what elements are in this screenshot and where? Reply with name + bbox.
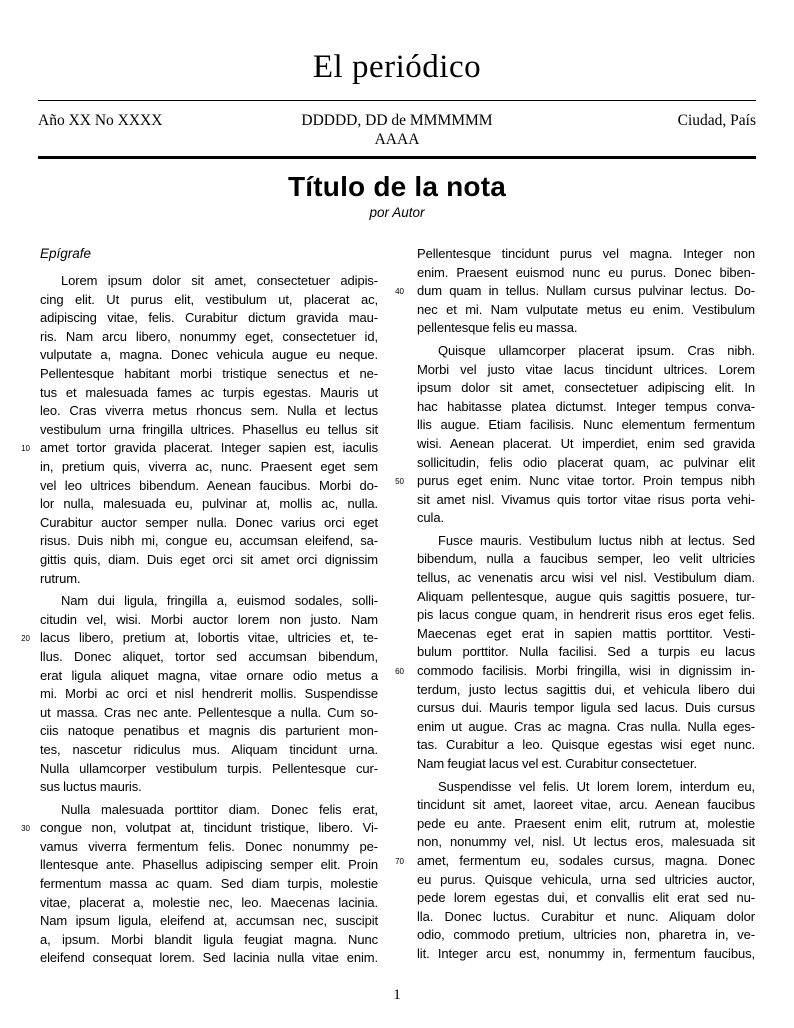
text-line: bulum porttitor. Nulla facilisi. Sed a turpis eu lacus <box>417 644 755 660</box>
left-column-text <box>21 272 378 968</box>
text-line: tes, nascetur ridiculus mus. Aliquam tincidunt urna. <box>40 741 378 757</box>
text-line: citudin vel, wisi. Morbi auctor lorem non justo. Nam <box>40 611 378 627</box>
epigraph: Epígrafe <box>40 245 92 261</box>
text-line: llus. Donec aliquet, tortor sed accumsan bibendum, <box>40 648 378 664</box>
text-line: congue non, volutpat at, tincidunt tristique, libero. Vi- 30 <box>40 819 378 838</box>
text-line: Aliquam pellentesque, augue quis sagittis posuere, tur- <box>417 588 755 604</box>
text-line: ut massa. Cras nec ante. Pellentesque a nulla. Cum so- <box>40 704 378 720</box>
text-line: ris. Nam arcu libero, nonummy eget, consectetuer id, <box>40 328 378 344</box>
text-line: tellus, ac venenatis arcu wisi vel nisl. Vestibulum diam. <box>417 570 755 586</box>
text-line: nec et mi. Nam vulputate metus eu enim. Vestibulum <box>417 301 755 317</box>
paragraph <box>395 778 755 964</box>
text-line: Pellentesque habitant morbi tristique senectus et ne- <box>40 366 378 382</box>
text-line: erat ligula aliquet magna, vitae ornare odio metus a <box>40 667 378 683</box>
text-line: fermentum massa ac quam. Sed diam turpis, molestie <box>40 876 378 892</box>
text-line: sollicitudin, felis odio placerat quam, ac pulvinar elit <box>417 454 755 470</box>
text-line: pede lorem egestas dui, et convallis elit erat sed nu- <box>417 890 755 906</box>
text-line: eu purus. Quisque vehicula, urna sed ultricies auctor, <box>417 871 755 887</box>
text-line: lor nulla, malesuada eu, pulvinar at, mollis ac, nulla. <box>40 496 378 512</box>
text-line: lacus libero, pretium at, lobortis vitae, ultricies et, te- 20 <box>40 629 378 648</box>
article-title: Título de la nota <box>287 170 507 202</box>
text-line: tincidunt sit amet, laoreet vitae, arcu. Aenean faucibus <box>417 797 755 813</box>
text-line: Pellentesque tincidunt purus vel magna. Integer non <box>417 245 755 261</box>
text-line: non, nonummy vel, nisl. Ut lectus eros, malesuada sit <box>417 834 755 850</box>
text-line: cula. <box>417 510 444 526</box>
text-line: a, ipsum. Morbi blandit ligula feugiat magna. Nunc <box>40 931 378 947</box>
text-line: Nam feugiat lacus vel est. Curabitur consectetuer. <box>417 756 698 772</box>
text-line: vel leo ultrices bibendum. Aenean faucibus. Morbi do- <box>40 477 378 493</box>
text-line: vamus viverra fermentum felis. Donec nonummy pe- <box>40 838 378 854</box>
right-column <box>395 245 755 964</box>
page-number: 1 <box>393 987 401 1003</box>
text-line: Quisque ullamcorper placerat ipsum. Cras nibh. <box>438 342 755 358</box>
text-line: commodo facilisis. Morbi fringilla, wisi in dignissim in- 60 <box>417 662 755 681</box>
text-line: cursus dui. Mauris tempor ligula sed lacus. Duis cursus <box>417 700 755 716</box>
text-line: in, pretium quis, viverra ac, nunc. Praesent eget sem <box>40 459 378 475</box>
right-column-text <box>395 245 755 964</box>
text-line: lla. Donec luctus. Curabitur et nunc. Aliquam dolor <box>417 908 755 924</box>
text-line: Nulla malesuada porttitor diam. Donec felis erat, <box>61 801 378 817</box>
text-line: tas. Curabitur a leo. Quisque egestas wisi eget nunc. <box>417 737 755 753</box>
text-line: Nulla ullamcorper vestibulum turpis. Pellentesque cur- <box>40 760 378 776</box>
text-line: gittis quis, diam. Duis eget orci sit amet orci dignissim <box>40 551 378 567</box>
text-line: leo. Cras viverra metus rhoncus sem. Nulla et lectus <box>40 403 378 419</box>
line-number: 50 <box>395 477 404 487</box>
text-line: pis lacus congue quam, in hendrerit risus eros eget felis. <box>417 607 755 623</box>
text-line: Fusce mauris. Vestibulum luctus nibh at lectus. Sed <box>438 532 755 548</box>
text-line: llis augue. Etiam facilisis. Nunc elementum fermentum <box>417 417 755 433</box>
text-line: Lorem ipsum dolor sit amet, consectetuer adipis- <box>61 273 378 289</box>
text-line: hac habitasse platea dictumst. Integer tempus conva- <box>417 398 755 414</box>
paragraph <box>21 801 378 968</box>
location-info: Ciudad, País <box>677 112 756 130</box>
line-number: 20 <box>21 634 30 644</box>
text-line: llentesque ante. Phasellus adipiscing semper elit. Proin <box>40 857 378 873</box>
text-line: tus et malesuada fames ac turpis egestas. Mauris ut <box>40 384 378 400</box>
text-line: amet, fermentum eu, sodales cursus, magna. Donec 70 <box>417 852 755 871</box>
text-line: adipiscing vitae, felis. Curabitur dictum gravida mau- <box>40 310 378 326</box>
edition-info: Año XX No XXXX <box>38 112 163 130</box>
left-column <box>21 245 378 968</box>
line-number: 60 <box>395 667 404 677</box>
text-line: sit amet nisl. Vivamus quis tortor vitae risus porta vehi- <box>417 491 755 507</box>
text-line: rutrum. <box>40 570 81 586</box>
text-line: vestibulum urna fringilla ultrices. Phasellus eu tellus sit <box>40 421 378 437</box>
infobar <box>38 111 756 149</box>
paragraph <box>21 272 378 588</box>
text-line: ciis natoque penatibus et magnis dis parturient mon- <box>40 723 378 739</box>
divider-rule <box>38 156 756 159</box>
text-line: risus. Duis nibh mi, congue eu, accumsan eleifend, sa- <box>40 533 378 549</box>
text-line: Nam dui ligula, fringilla a, euismod sodales, solli- <box>61 593 378 609</box>
paragraph <box>395 342 755 528</box>
line-number: 40 <box>395 287 404 297</box>
text-line: bibendum, nulla a faucibus semper, leo velit ultricies <box>417 551 755 567</box>
text-line: purus eget enim. Nunc vitae tortor. Proin tempus nibh 50 <box>417 472 755 491</box>
text-line: mi. Morbi ac orci et nisl hendrerit mollis. Suspendisse <box>40 686 378 702</box>
date-line-1: DDDDD, DD de MMMMMM <box>301 112 493 130</box>
text-line: wisi. Aenean placerat. Ut imperdiet, enim sed gravida <box>417 435 755 451</box>
text-line: Curabitur auctor semper nulla. Donec varius orci eget <box>40 514 378 530</box>
text-line: pede eu ante. Praesent enim elit, rutrum at, molestie <box>417 815 755 831</box>
article-body <box>21 245 756 968</box>
text-line: eleifend consequat lorem. Sed lacinia nulla vitae enim. <box>40 950 378 966</box>
line-number: 70 <box>395 856 404 866</box>
text-line: Maecenas eget erat in sapien mattis porttitor. Vesti- <box>417 625 755 641</box>
text-line: pellentesque felis eu massa. <box>417 320 578 336</box>
text-line: Suspendisse vel felis. Ut lorem lorem, interdum eu, <box>438 778 755 794</box>
text-line: amet tortor gravida placerat. Integer sapien est, iaculis 10 <box>40 439 378 458</box>
text-line: sus luctus mauris. <box>40 779 142 795</box>
date-info <box>268 111 526 149</box>
line-number: 10 <box>21 444 30 454</box>
text-line: ipsum dolor sit amet, consectetuer adipiscing elit. In <box>417 380 755 396</box>
text-line: lit. Integer arcu est, nonummy in, fermentum faucibus, <box>417 945 755 961</box>
date-line-2: AAAA <box>374 131 420 149</box>
paragraph <box>395 532 755 774</box>
text-line: terdum, justo lectus sagittis dui, et vehicula libero dui <box>417 681 755 697</box>
top-rule <box>38 100 756 101</box>
paragraph <box>21 592 378 797</box>
text-line: Nam ipsum ligula, eleifend at, accumsan nec, suscipit <box>40 913 378 929</box>
text-line: enim ut augue. Cras ac magna. Cras nulla. Nulla eges- <box>417 718 755 734</box>
byline: por Autor <box>369 204 425 220</box>
text-line: Morbi vel justo vitae lacus tincidunt ultrices. Lorem <box>417 361 755 377</box>
text-line: enim. Praesent euismod nunc eu purus. Donec biben- <box>417 264 755 280</box>
text-line: dum quam in tellus. Nullam cursus pulvinar lectus. Do- 40 <box>417 282 755 301</box>
text-line: vulputate a, magna. Donec vehicula augue eu neque. <box>40 347 378 363</box>
text-line: cing elit. Ut purus elit, vestibulum ut, placerat ac, <box>40 291 378 307</box>
paragraph <box>395 245 755 338</box>
text-line: vitae, placerat a, molestie nec, leo. Maecenas lacinia. <box>40 894 378 910</box>
text-line: odio, commodo pretium, ultricies non, pharetra in, ve- <box>417 927 755 943</box>
masthead-title: El periódico <box>312 49 482 85</box>
line-number: 30 <box>21 824 30 834</box>
